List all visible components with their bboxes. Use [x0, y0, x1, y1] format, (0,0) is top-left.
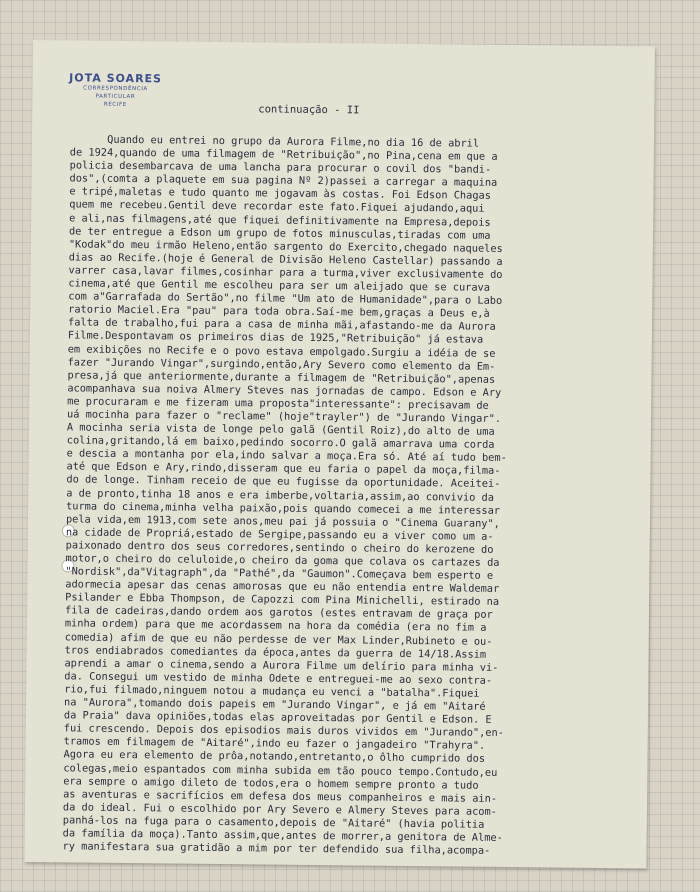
text-line: motor,o cheiro do celuloide,o cheiro da goma que colava os cartazes da: [65, 552, 500, 569]
text-line: ry manifestara sua gratidão a mim por ter defendido sua filha,acompa-: [62, 840, 491, 857]
page-heading: continuação - II: [258, 103, 360, 117]
text-line: colegas,meio espantados com minha subida em tão pouco tempo.Contudo,eu: [63, 761, 498, 779]
text-line: uá mocinha para fazer o "reclame" (hoje"trayler") de "Jurando Vingar".: [67, 408, 502, 425]
text-line: fui crescendo. Depois dos episodios mais duros vividos em "Jurando",en-: [63, 722, 504, 740]
text-line: tros endiabrados comediantes da época,antes da guerra de 14/18.Assim: [64, 644, 487, 661]
text-line: presa,já que anteriormente,durante a filmagem de "Retribuição",apenas: [67, 369, 496, 386]
typewritten-letter-page: [24, 40, 655, 868]
text-line: do de longe. Tinham receio de que eu fugisse da oportunidade. Aceitei-: [66, 473, 501, 491]
text-line: policia desembarcava de uma lancha para procurar o covil dos "bandi-: [69, 159, 492, 176]
text-line: de 1924,quando de uma filmagem de "Retribuição",no Pina,cena em que a: [69, 146, 498, 163]
text-line: Quando eu entrei no grupo da Aurora Filme,no dia 16 de abril: [69, 133, 480, 150]
text-line: da Praia" dava opiniões,todas elas aproveitadas por Gentil e Edson. E: [63, 709, 492, 726]
text-line: e tripé,maletas e tudo quanto me jogavam às costas. Foi Edson Chagas: [69, 185, 492, 203]
letter-body: [62, 133, 650, 859]
text-line: aprendi a amar o cinema,sendo a Aurora Filme um delírio para minha vi-: [64, 657, 499, 674]
text-line: da do ideal. Fui o escolhido por Ary Severo e Almery Steves para acom-: [62, 801, 497, 818]
text-line: quem me recebeu.Gentil deve recordar este fato.Fiquei ajudando,aqui: [69, 198, 485, 216]
text-line: falta de trabalho,fui para a casa de minha mãi,afastando-me da Aurora: [67, 316, 496, 334]
text-line: Agora eu era elemento de prôa,notando,entretanto,o ôlho cumprido dos: [63, 748, 486, 766]
text-line: tramos em filmagem de "Aitaré",indo eu fazer o jangadeiro "Trahyra".: [63, 735, 486, 753]
text-line: as aventuras e sacrifícios em defesa dos meus companheiros e mais ain-: [63, 788, 498, 805]
text-line: colina,gritando,lá em baixo,pedindo socorro.O galã amarrava uma corda: [66, 434, 495, 452]
letterhead-line-3: RECIFE: [103, 101, 127, 108]
text-line: "Nordisk",da"Vitagraph",da "Pathé",da "Gaumon".Começava bem esperto e: [65, 565, 494, 582]
text-line: pela vida,em 1913,com sete anos,meu pai já possuia o "Cinema Guarany",: [65, 513, 500, 530]
text-line: até que Edson e Ary,rindo,disseram que eu faria o papel da moça,filma-: [66, 460, 501, 478]
text-line: acompanhava sua noiva Almery Steves nas jornadas de campo. Edson e Ary: [67, 382, 502, 399]
text-line: A mocinha seria vista de longe pelo galã (Gentil Roiz),do alto de uma: [66, 421, 495, 438]
text-line: a de pronto,tinha 18 anos e era imberbe,voltaria,assim,ao convivio da: [66, 486, 495, 504]
text-line: e ali,nas filmagens,até que fiquei definitivamente na Empresa,depois: [69, 211, 491, 229]
letterhead-name: JOTA SOARES: [69, 71, 163, 86]
text-line: turma do cinema,minha velha paixão,pois quando comecei a me interessar: [66, 499, 501, 517]
text-line: "Kodak"do meu irmão Heleno,então sargento do Exercito,chegado naqueles: [68, 238, 503, 255]
text-line: varrer casa,lavar filmes,cosinhar para a turma,viver exclusivamente do: [68, 264, 503, 281]
text-line: minha ordem) para que me acordassem na hora da comédia (era no fim a: [64, 617, 487, 635]
text-line: de ter entregue a Edson um grupo de fotos minusculas,tiradas com uma: [68, 225, 491, 242]
text-line: cinema,até que Gentil me escolheu para ser um aleijado que se curava: [68, 277, 491, 294]
text-line: com a"Garrafada do Sertão",no filme "Um ato de Humanidade",para o Labo: [68, 290, 503, 308]
letterhead-line-2: PARTICULAR: [95, 93, 136, 101]
text-line: na "Aurora",tomando dois papeis em "Jurando Vingar", e já em "Aitaré: [64, 696, 486, 713]
text-line: fila de cadeiras,dando ordem aos garotos (estes entravam de graça por: [64, 604, 493, 622]
text-line: ratorio Maciel.Era "pau" para toda obra.Saí-me bem,graças a Deus e,à: [68, 303, 490, 321]
text-line: e descia a montanha por ela,indo salvar a moça.Era só. Até aí tudo bem-: [66, 447, 507, 465]
letterhead: [60, 71, 170, 109]
text-line: dias ao Recife.(hoje é General de Divisão Heleno Castellar) passando a: [68, 251, 503, 268]
text-line: da família da moça).Tanto assim,que,antes de morrer,a genitora de Alme-: [62, 827, 503, 844]
text-line: paixonado dentro dos seus corredores,sentindo o cheiro do kerozene do: [65, 539, 494, 556]
text-line: dos",(comta a plaquete em sua pagina Nº 2)passei a carregar a maquina: [69, 172, 498, 190]
text-line: comedia) afim de que eu não perdesse de ver Max Linder,Rubineto e ou-: [64, 630, 493, 648]
text-line: panhá-los na fuga para o casamento,depois de "Aitaré" (havia politia: [62, 814, 485, 831]
text-line: Psilander e Ebba Thompson, de Capozzi com Pina Minichelli, estirado na: [65, 591, 500, 609]
text-line: Filme.Despontavam os primeiros dias de 1925,"Retribuição" já estava: [67, 329, 484, 347]
text-line: em exibições no Recife e o povo estava empolgado.Surgiu a idéia de se: [67, 342, 496, 360]
text-line: da. Consegui um vestido de minha Odete e entreguei-me ao sexo contra-: [64, 670, 493, 687]
text-line: me procuraram e me fizeram uma proposta"interessante": precisavam de: [67, 395, 489, 412]
text-line: rio,fui filmado,ninguem notou a mudança eu venci a "batalha".Fiquei: [64, 683, 480, 700]
text-line: adormecia apesar das cenas amorosas que eu não entendia entre Waldemar: [65, 578, 500, 596]
text-line: na cidade de Propriá,estado de Sergipe,passando eu a viver como um a-: [65, 526, 494, 543]
text-line: era sempre o amigo dileto de todos,era o homem sempre pronto a tudo: [63, 774, 479, 792]
text-line: fazer "Jurando Vingar",surgindo,então,Ary Severo como elemento da Em-: [67, 355, 496, 373]
letterhead-line-1: CORRESPONDÊNCIA: [83, 85, 148, 93]
